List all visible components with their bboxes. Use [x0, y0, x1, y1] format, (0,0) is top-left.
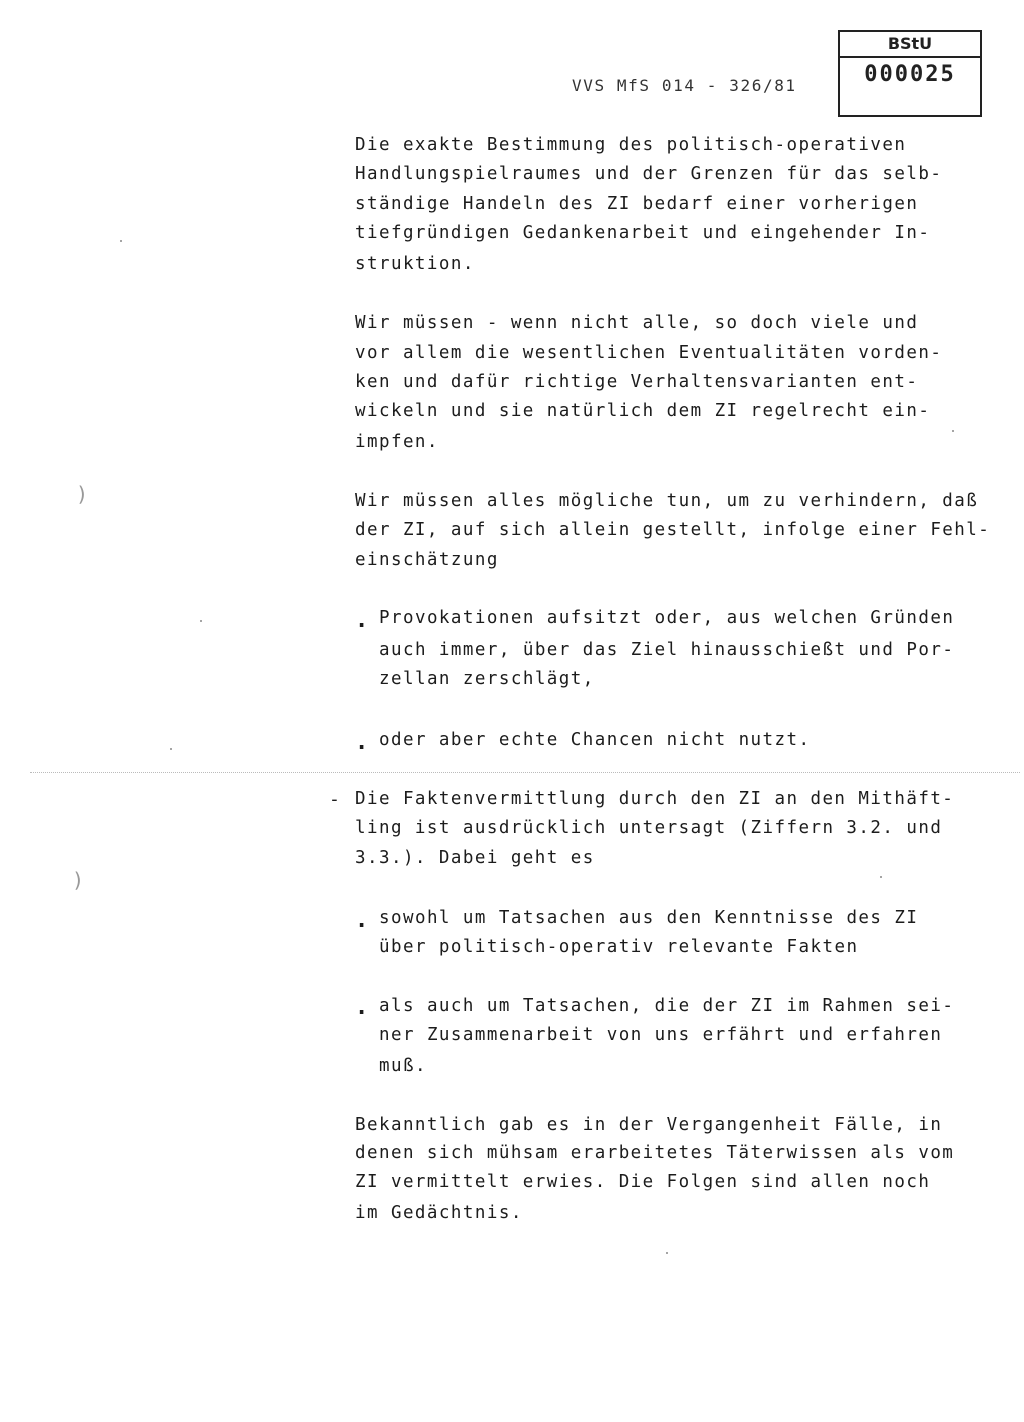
bullet-marker: . — [355, 995, 369, 1020]
bullet-4-line-1: als auch um Tatsachen, die der ZI im Rahmen sei- — [379, 996, 955, 1016]
paragraph-1-line-4: tiefgründigen Gedankenarbeit und eingehender In- — [355, 223, 931, 243]
bullet-2-line-1: oder aber echte Chancen nicht nutzt. — [379, 730, 811, 750]
scan-speck — [170, 748, 172, 750]
dash-item-line-3: 3.3.). Dabei geht es — [355, 848, 595, 868]
bullet-4-line-3: muß. — [379, 1056, 427, 1076]
bullet-marker: . — [355, 608, 369, 633]
bullet-marker: . — [355, 730, 369, 755]
paragraph-2-line-2: vor allem die wesentlichen Eventualitäten vorden- — [355, 343, 943, 363]
paragraph-4-line-1: Bekanntlich gab es in der Vergangenheit Fälle, in — [355, 1115, 943, 1135]
paragraph-2-line-5: impfen. — [355, 432, 439, 452]
dash-marker: - — [329, 789, 340, 810]
bullet-3-line-1: sowohl um Tatsachen aus den Kenntnisse des ZI — [379, 908, 919, 928]
stamp-label: BStU — [840, 32, 980, 58]
scan-artifact: ) — [76, 482, 89, 506]
bullet-1-line-1: Provokationen aufsitzt oder, aus welchen Gründen — [379, 608, 955, 628]
scan-speck — [952, 430, 954, 432]
scan-fold-line — [30, 772, 1020, 773]
paragraph-4-line-2: denen sich mühsam erarbeitetes Täterwissen als vom — [355, 1143, 955, 1163]
scan-speck — [200, 620, 202, 622]
scan-speck — [880, 876, 882, 878]
scan-artifact: ) — [72, 868, 85, 892]
paragraph-1-line-5: struktion. — [355, 254, 475, 274]
bullet-1-line-3: zellan zerschlägt, — [379, 669, 595, 689]
scan-speck — [120, 240, 122, 242]
paragraph-3-line-1: Wir müssen alles mögliche tun, um zu verhindern, daß — [355, 491, 979, 511]
scan-speck — [666, 1252, 668, 1254]
paragraph-1-line-2: Handlungspielraumes und der Grenzen für das selb- — [355, 164, 943, 184]
paragraph-3-line-3: einschätzung — [355, 550, 499, 570]
paragraph-2-line-4: wickeln und sie natürlich dem ZI regelrecht ein- — [355, 401, 931, 421]
stamp-page-number: 000025 — [864, 62, 956, 87]
paragraph-1-line-1: Die exakte Bestimmung des politisch-operativen — [355, 135, 907, 155]
paragraph-3-line-2: der ZI, auf sich allein gestellt, infolge einer Fehl- — [355, 520, 991, 540]
paragraph-2-line-3: ken und dafür richtige Verhaltensvarianten ent- — [355, 372, 919, 392]
paragraph-4-line-4: im Gedächtnis. — [355, 1203, 523, 1223]
bullet-marker: . — [355, 908, 369, 933]
paragraph-4-line-3: ZI vermittelt erwies. Die Folgen sind allen noch — [355, 1172, 931, 1192]
dash-item-line-2: ling ist ausdrücklich untersagt (Ziffern 3.2. und — [355, 818, 943, 838]
dash-item-line-1: Die Faktenvermittlung durch den ZI an den Mithäft- — [355, 789, 955, 809]
paragraph-2-line-1: Wir müssen - wenn nicht alle, so doch viele und — [355, 313, 919, 333]
archive-stamp — [838, 30, 982, 117]
bullet-1-line-2: auch immer, über das Ziel hinausschießt und Por- — [379, 640, 955, 660]
bullet-3-line-2: über politisch-operativ relevante Fakten — [379, 937, 859, 957]
document-reference: VVS MfS 014 - 326/81 — [572, 76, 797, 95]
paragraph-1-line-3: ständige Handeln des ZI bedarf einer vorherigen — [355, 194, 919, 214]
bullet-4-line-2: ner Zusammenarbeit von uns erfährt und erfahren — [379, 1025, 943, 1045]
